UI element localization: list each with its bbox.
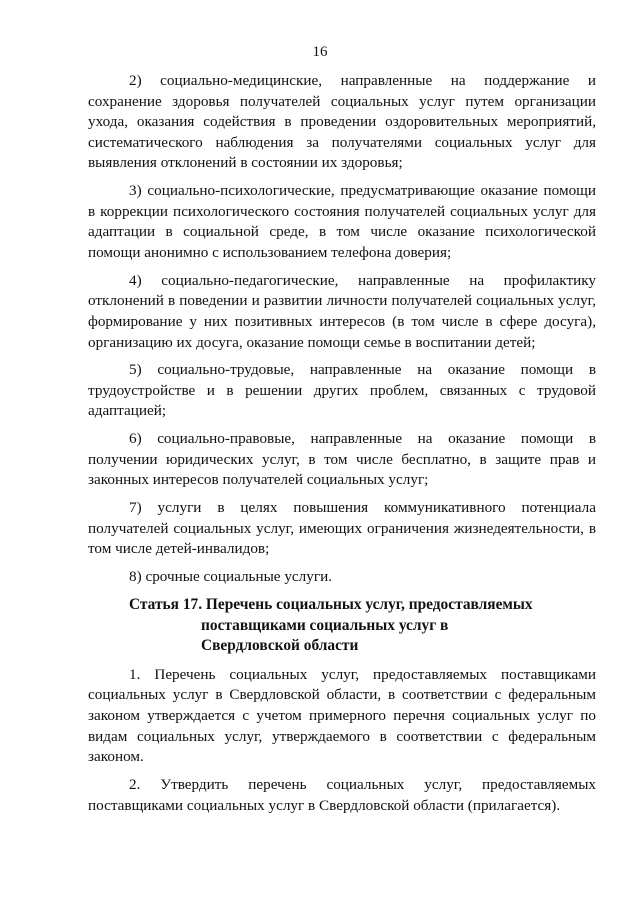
article-heading-line: Статья 17. Перечень социальных услуг, предоставляемых: [129, 595, 533, 613]
list-item: 8) срочные социальные услуги.: [129, 568, 332, 586]
article-heading-line: Свердловской области: [201, 637, 359, 655]
article-paragraph: 2. Утвердить перечень социальных услуг, предоставляемых поставщиками социальных услуг в Свердловской области (прилагается).: [88, 775, 596, 814]
article-heading-line: поставщиками социальных услуг в: [201, 616, 449, 634]
page-number: 16: [312, 44, 328, 60]
list-item: 5) социально-трудовые, направленные на оказание помощи в трудоустройстве и в решении других проблем, связанных с трудовой адаптацией;: [88, 361, 596, 420]
list-item: 3) социально-психологические, предусматривающие оказание помощи в коррекции психологического состояния получателей социальных услуг для адаптации в социальной среде, в том числе оказание психологической помощи анонимно с использованием телефона доверия;: [88, 182, 596, 261]
article-paragraph: 1. Перечень социальных услуг, предоставляемых поставщиками социальных услуг в Свердловской области, в соответствии с федеральным законом утверждается с учетом примерного перечня социальных услуг по видам социальных услуг, утверждаемого в соответствии с федеральным законом.: [88, 665, 596, 766]
page-content: [88, 71, 596, 823]
list-item: 4) социально-педагогические, направленные на профилактику отклонений в поведении и развитии личности получателей социальных услуг, формирование у них позитивных интересов (в том числе в сфере досуга), организацию их досуга, оказание помощи семье в воспитании детей;: [88, 271, 596, 351]
list-item: 7) услуги в целях повышения коммуникативного потенциала получателей социальных услуг, имеющих ограничения жизнедеятельности, в том числе детей-инвалидов;: [88, 499, 596, 558]
list-item: 2) социально-медицинские, направленные на поддержание и сохранение здоровья получателей социальных услуг путем организации ухода, оказания содействия в проведении оздоровительных мероприятий, систематического наблюдения за получателями социальных услуг для выявления отклонений в состоянии их здоровья;: [88, 72, 596, 172]
article-heading: [88, 595, 596, 657]
list-item: 6) социально-правовые, направленные на оказание помощи в получении юридических услуг, в том числе бесплатно, в защите прав и законных интересов получателей социальных услуг;: [88, 430, 596, 489]
